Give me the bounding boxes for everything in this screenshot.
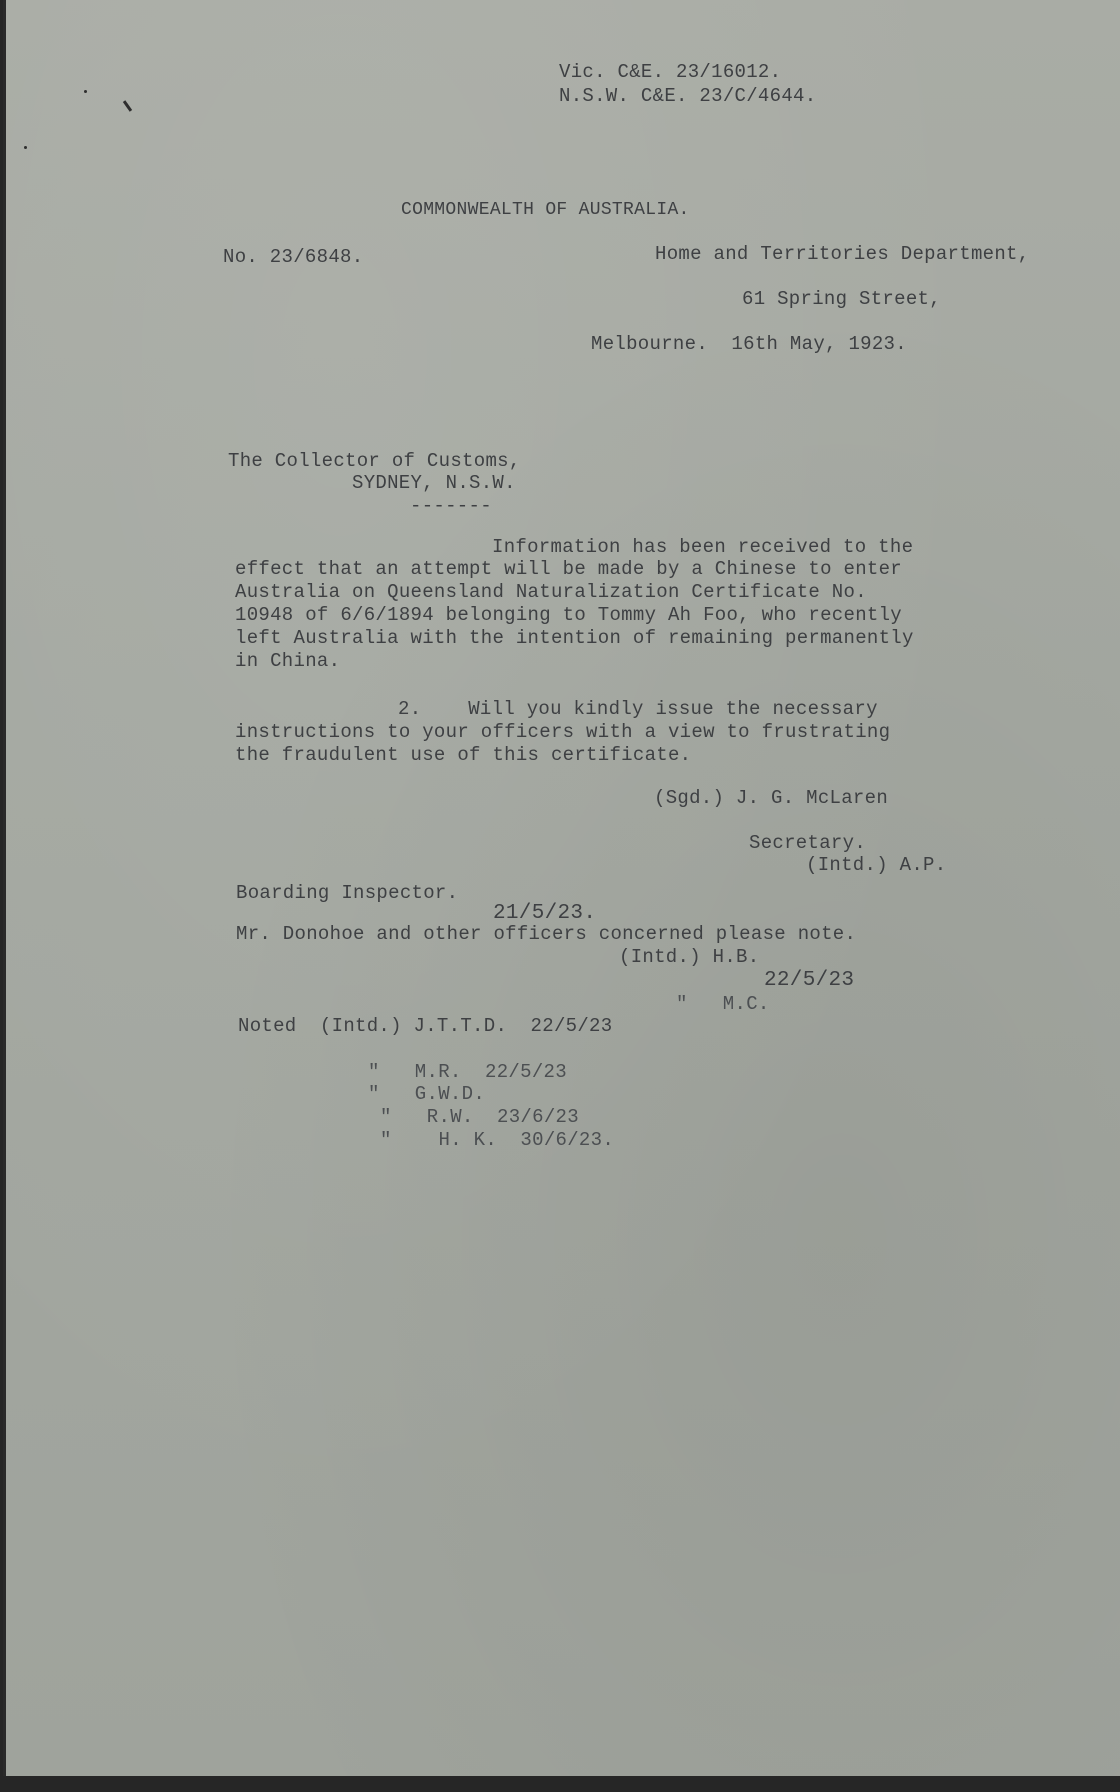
initials-hb: (Intd.) H.B. <box>619 946 760 968</box>
paragraph-1-line: Information has been received to the <box>492 536 914 558</box>
document-page <box>3 0 1120 1776</box>
ditto-mc: " M.C. <box>676 993 770 1015</box>
department-name: Home and Territories Department, <box>655 243 1030 265</box>
boarding-inspector-minute: Boarding Inspector. <box>236 882 459 904</box>
street-address: 61 Spring Street, <box>742 288 941 310</box>
paragraph-1-line: 10948 of 6/6/1894 belonging to Tommy Ah Foo, who recently <box>235 604 903 626</box>
minute-date: 22/5/23 <box>764 969 855 992</box>
addressee-line2: SYDNEY, N.S.W. <box>352 472 516 494</box>
signatory-title: Secretary. <box>749 832 867 854</box>
addressee-line1: The Collector of Customs, <box>228 450 521 472</box>
ditto-gwd: " G.W.D. <box>368 1083 486 1105</box>
paragraph-2-line: the fraudulent use of this certificate. <box>235 744 692 766</box>
city-date: Melbourne. 16th May, 1923. <box>591 333 907 355</box>
donohoe-minute: Mr. Donohoe and other officers concerned please note. <box>236 923 857 945</box>
document-title: COMMONWEALTH OF AUSTRALIA. <box>401 200 690 220</box>
signature-line: (Sgd.) J. G. McLaren <box>654 787 889 809</box>
document-number: No. 23/6848. <box>223 246 364 268</box>
ditto-rw: " R.W. 23/6/23 <box>380 1106 579 1128</box>
paragraph-1-line: in China. <box>235 650 341 672</box>
paragraph-1-line: left Australia with the intention of remaining permanently <box>235 627 914 649</box>
paragraph-1-line: Australia on Queensland Naturalization Certificate No. <box>235 581 867 603</box>
ditto-mr: " M.R. 22/5/23 <box>368 1061 567 1083</box>
paragraph-1-line: effect that an attempt will be made by a Chinese to enter <box>235 558 903 580</box>
paragraph-2-line: instructions to your officers with a view to frustrating <box>235 721 891 743</box>
file-reference-nsw: N.S.W. C&E. 23/C/4644. <box>559 85 817 107</box>
secretary-initials: (Intd.) A.P. <box>806 854 947 876</box>
addressee-rule: ------- <box>410 495 492 517</box>
noted-minute: Noted (Intd.) J.T.T.D. 22/5/23 <box>238 1015 613 1037</box>
ink-mark <box>123 100 132 112</box>
file-reference-vic: Vic. C&E. 23/16012. <box>559 61 782 83</box>
ditto-hk: " H. K. 30/6/23. <box>380 1129 615 1151</box>
ink-dot <box>24 146 27 149</box>
paragraph-2-line: 2. Will you kindly issue the necessary <box>398 698 878 720</box>
minute-date: 21/5/23. <box>493 902 597 925</box>
ink-dot <box>84 90 87 93</box>
